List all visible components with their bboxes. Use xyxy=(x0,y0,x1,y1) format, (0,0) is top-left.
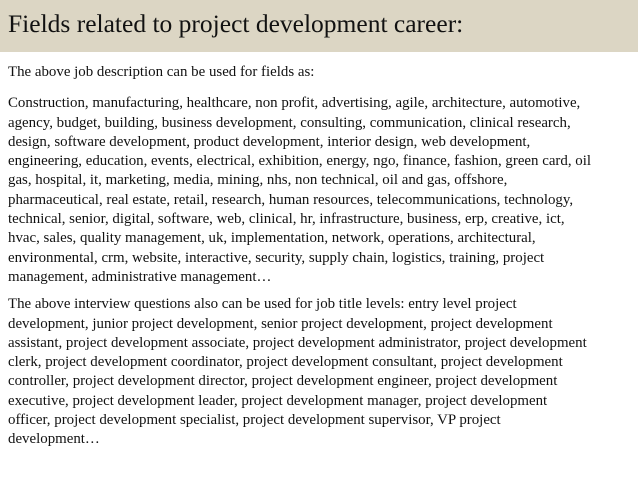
job-levels-paragraph xyxy=(8,295,636,449)
levels-line: clerk, project development coordinator, project development consultant, project development xyxy=(8,354,563,371)
paragraph-gap xyxy=(8,287,636,295)
fields-line: pharmaceutical, real estate, retail, research, human resources, telecommunications, technology, xyxy=(8,191,574,208)
levels-line: development, junior project development, senior project development, project development xyxy=(8,315,553,332)
fields-line: environmental, crm, website, interactive, security, supply chain, logistics, training, project xyxy=(8,249,545,266)
fields-line: gas, hospital, it, marketing, media, mining, nhs, non technical, oil and gas, offshore, xyxy=(8,172,508,189)
slide-title: Fields related to project development career: xyxy=(8,9,464,38)
fields-paragraph xyxy=(8,94,636,287)
fields-line: hvac, sales, quality management, uk, implementation, network, operations, architectural, xyxy=(8,230,536,247)
intro-text: The above job description can be used for fields as: xyxy=(8,64,315,80)
levels-line: controller, project development director, project development engineer, project development xyxy=(8,373,558,390)
levels-line: executive, project development leader, project development manager, project development xyxy=(8,392,548,409)
fields-line: engineering, education, events, electrical, exhibition, energy, ngo, finance, fashion, green card, oil xyxy=(8,153,591,170)
title-bar xyxy=(0,0,638,52)
levels-line: The above interview questions also can be used for job title levels: entry level project xyxy=(8,296,517,313)
fields-line: technical, senior, digital, software, web, clinical, hr, infrastructure, business, erp, creative, ict, xyxy=(8,211,565,228)
fields-line: management, administrative management… xyxy=(8,268,272,285)
fields-line: agency, budget, building, business development, consulting, communication, clinical research, xyxy=(8,114,571,131)
levels-line: assistant, project development associate, project development administrator, project development xyxy=(8,334,587,351)
fields-line: Construction, manufacturing, healthcare, non profit, advertising, agile, architecture, automotive, xyxy=(8,95,581,112)
slide-body xyxy=(8,63,636,450)
levels-line: officer, project development specialist, project development supervisor, VP project xyxy=(8,412,501,429)
levels-line: development… xyxy=(8,431,100,448)
fields-line: design, software development, product development, interior design, web development, xyxy=(8,133,531,150)
